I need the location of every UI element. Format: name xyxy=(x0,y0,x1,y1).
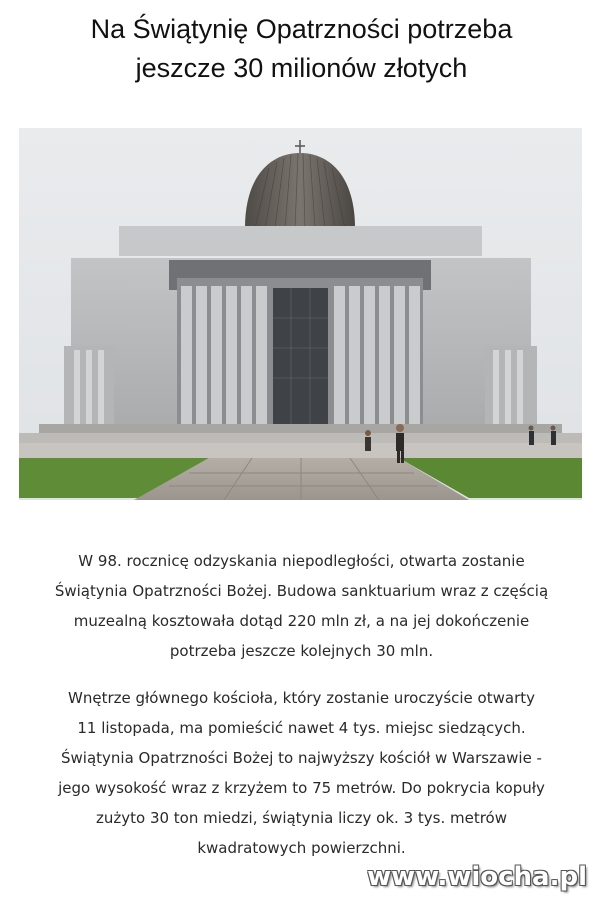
headline xyxy=(0,10,603,88)
site-watermark: www.wiocha.pl xyxy=(367,862,587,892)
article-body xyxy=(20,546,583,863)
headline-line-1: Na Świątynię Opatrzności potrzeba xyxy=(90,14,513,44)
paragraph-1-line: potrzeba jeszcze kolejnych 30 mln. xyxy=(169,642,434,660)
article-paragraph-2 xyxy=(20,683,583,863)
paragraph-2-line: 11 listopada, ma pomieścić nawet 4 tys. miejsc siedzących. xyxy=(77,719,526,737)
paragraph-2-line: Wnętrze głównego kościoła, który zostanie uroczyście otwarty xyxy=(68,689,535,707)
paragraph-2-line: jego wysokość wraz z krzyżem to 75 metrów. Do pokrycia kopuły xyxy=(58,779,545,797)
paragraph-1-line: Świątynia Opatrzności Bożej. Budowa sanktuarium wraz z częścią xyxy=(54,582,549,600)
paragraph-1-line: muzealną kosztowała dotąd 220 mln zł, a na jej dokończenie xyxy=(73,612,530,630)
temple-photo xyxy=(19,128,582,500)
paragraph-1-line: W 98. rocznicę odzyskania niepodległości, otwarta zostanie xyxy=(78,552,525,570)
article-paragraph-1 xyxy=(20,546,583,666)
temple-illustration xyxy=(19,128,582,500)
paragraph-2-line: kwadratowych powierzchni. xyxy=(197,839,406,857)
paragraph-2-line: Świątynia Opatrzności Bożej to najwyższy kościół w Warszawie - xyxy=(61,749,542,767)
paragraph-2-line: zużyto 30 ton miedzi, świątynia liczy ok. 3 tys. metrów xyxy=(95,809,507,827)
headline-line-2: jeszcze 30 milionów złotych xyxy=(135,53,468,83)
